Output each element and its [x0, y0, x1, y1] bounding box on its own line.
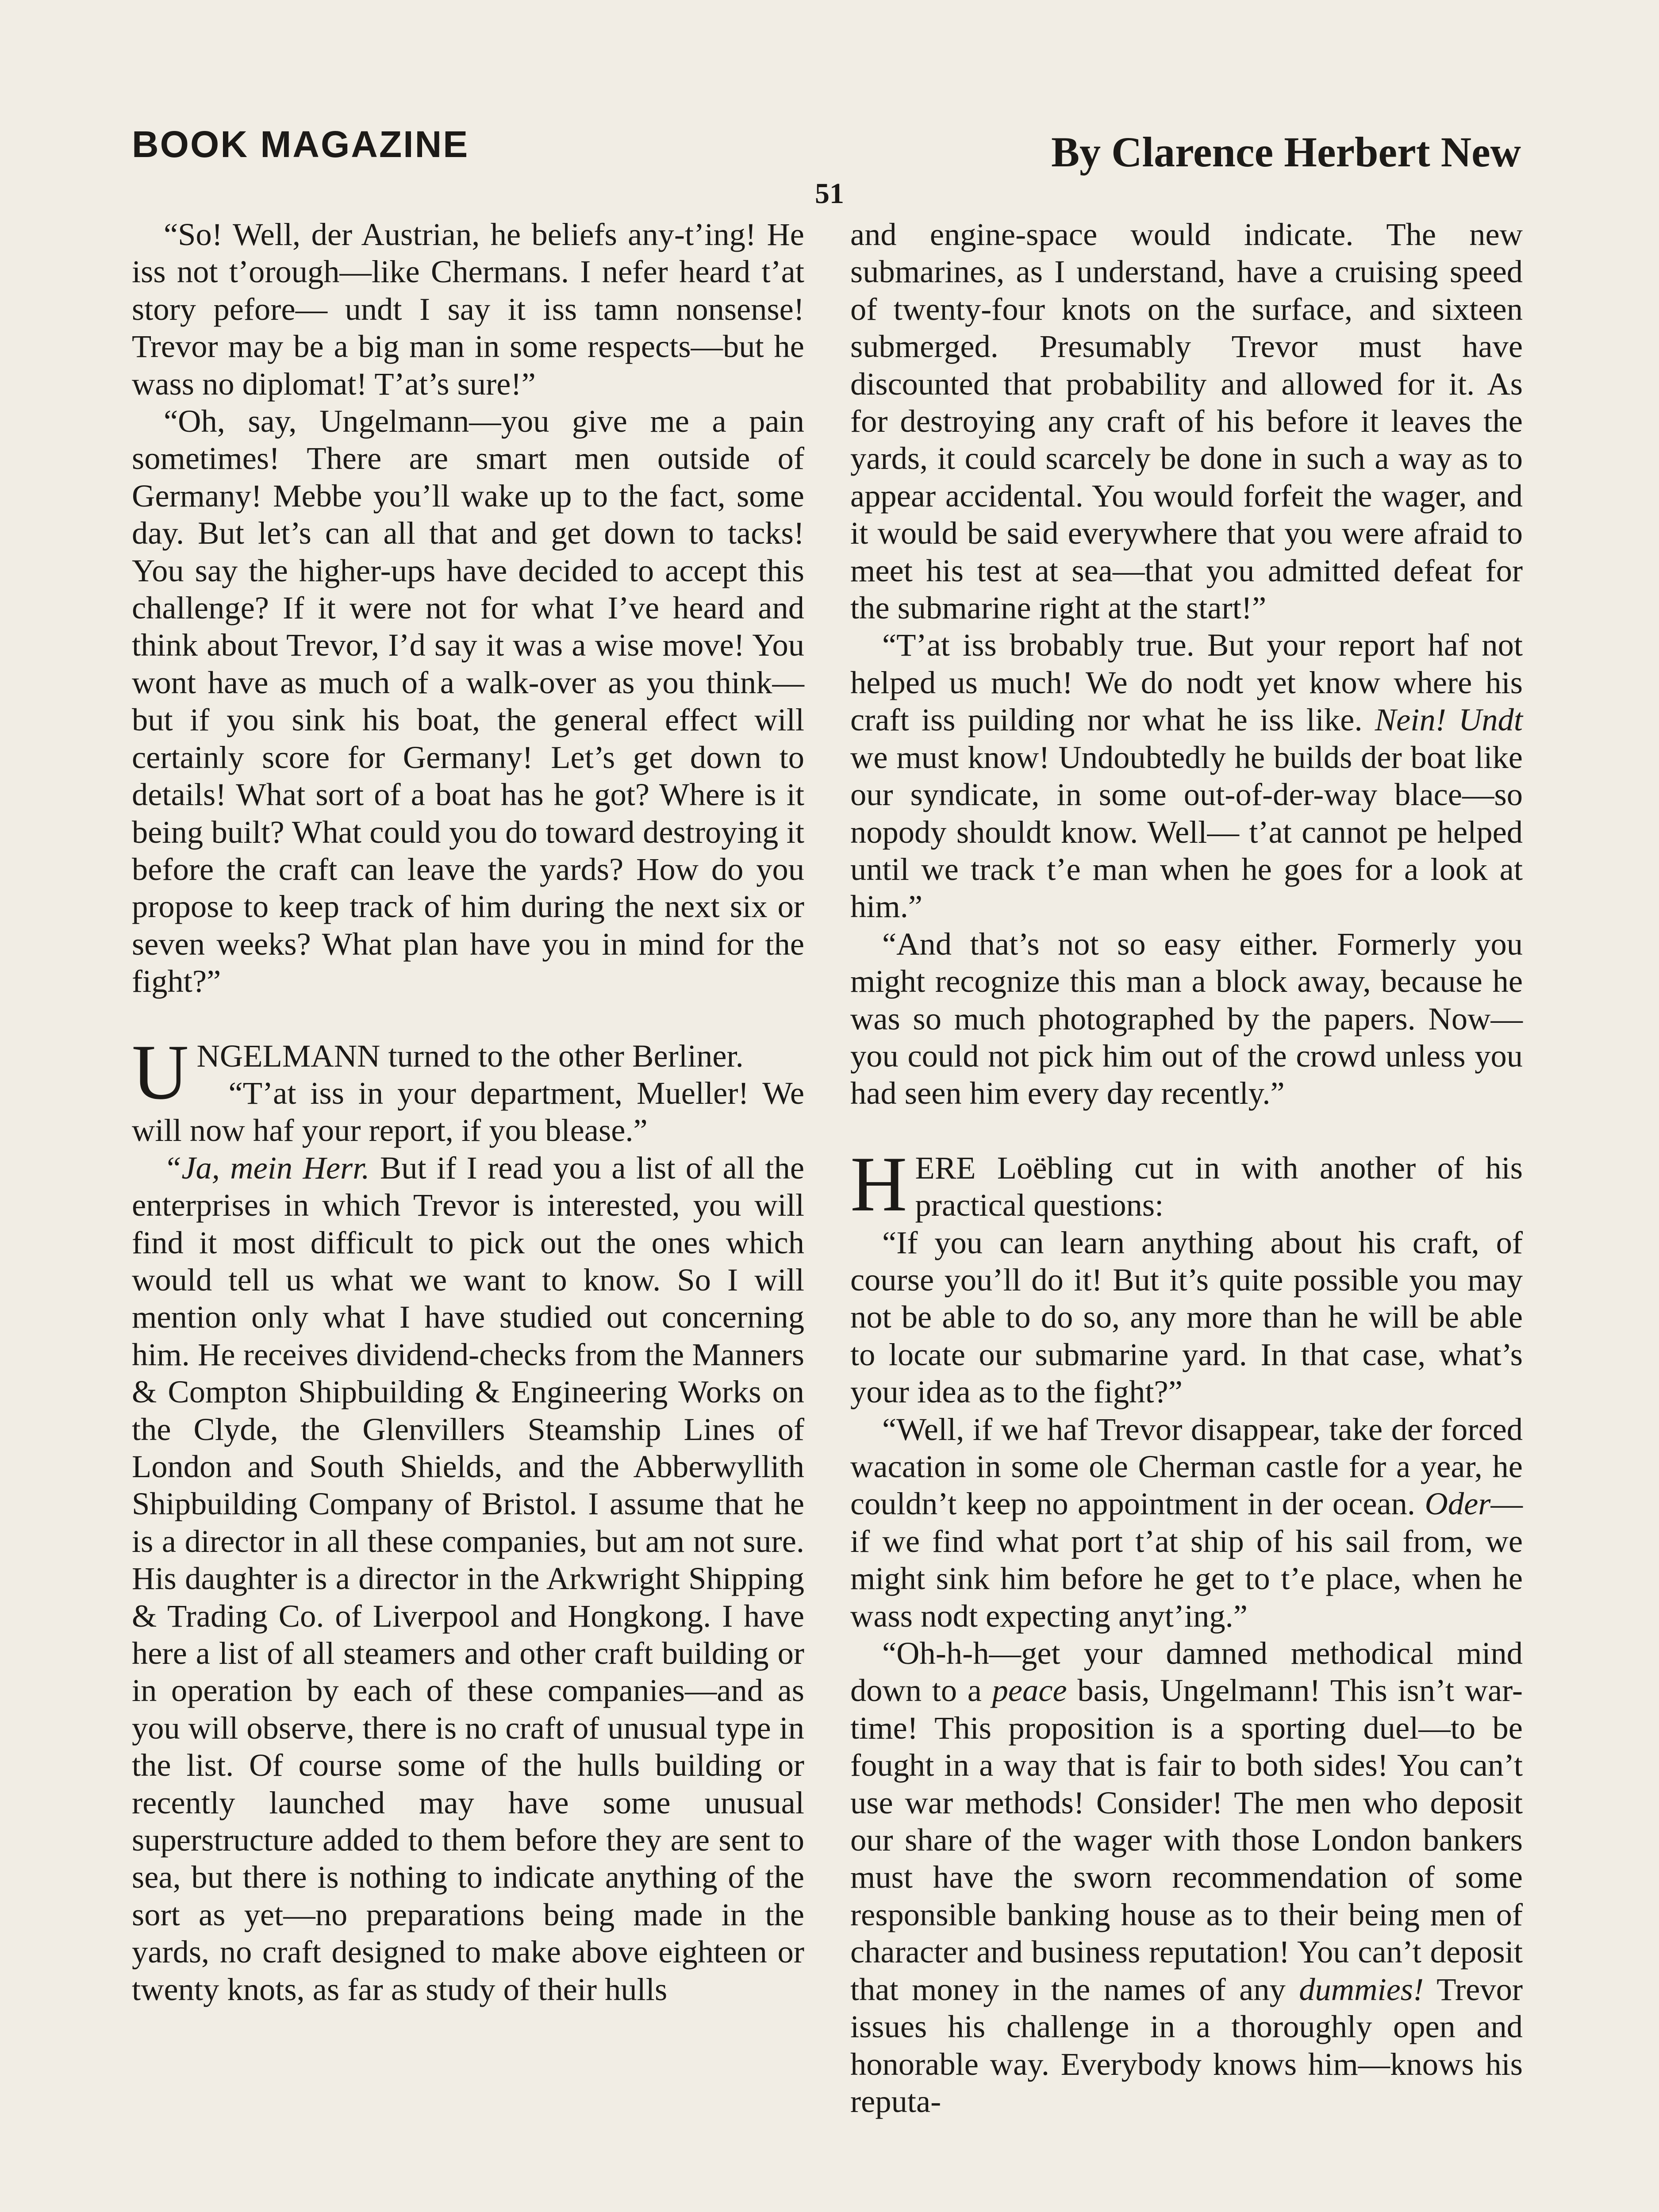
paragraph: [132, 1149, 804, 2008]
paragraph: “So! Well, der Austrian, he beliefs any-t’ing! He iss not t’orough—like Chermans. I nefer heard t’at story pefore— undt I say it iss tamn nonsense! Trevor may be a big man in some respects—but he wass no diplomat! T’at’s sure!”: [132, 216, 804, 402]
italic-text: Oder: [1425, 1486, 1491, 1522]
italic-text: dummies!: [1299, 1971, 1424, 2007]
italic-text: Nein! Undt: [1375, 702, 1523, 738]
section-break: [850, 1140, 1523, 2120]
paragraph: NGELMANN turned to the other Berliner.: [196, 1037, 744, 1074]
paragraph: ERE Loëbling cut in with another of his practical questions:: [915, 1149, 1523, 1223]
right-column: [850, 216, 1523, 2120]
paragraph-text: Trevor issues his challenge in a thoroughly open and honorable way. Everybody knows him—knows his reputa-: [850, 1971, 1523, 2119]
paragraph-text: we must know! Undoubtedly he builds der boat like our syndicate, in some out-of-der-way blace—so nopody shouldt know. Well— t’at cannot pe helped until we track t’e man when he goes for a look at him.”: [850, 739, 1523, 925]
paragraph-text: “Well, if we haf Trevor disappear, take der forced wacation in some ole Cherman castle for a year, he couldn’t keep no appointment in der ocean.: [850, 1411, 1523, 1522]
paragraph: [850, 1635, 1523, 2120]
paragraph: [850, 1411, 1523, 1635]
paragraph: “If you can learn anything about his craft, of course you’ll do it! But it’s quite possible you may not be able to do so, any more than he will be able to locate our submarine yard. In that case, what’s your idea as to the fight?”: [850, 1224, 1523, 1410]
paragraph-text: But if I read you a list of all the enterprises in which Trevor is interested, you will find it most difficult to pick out the ones which would tell us what we want to know. So I will mention only what I have studied out concerning him. He receives dividend-checks from the Manners & Compton Shipbuilding & Engineering Works on the Clyde, the Glenvillers Steamship Lines of London and South Shields, and the Abberwyllith Shipbuilding Company of Bristol. I assume that he is a director in all these companies, but am not sure. His daughter is a director in the Arkwright Shipping & Trading Co. of Liverpool and Hongkong. I have here a list of all steamers and other craft building or in operation by each of these companies—and as you will observe, there is no craft of unusual type in the list. Of course some of the hulls building or recently launched may have some unusual superstructure added to them before they are sent to sea, but there is nothing to indicate anything of the sort as yet—no preparations being made in the yards, no craft designed to make above eighteen or twenty knots, as far as study of their hulls: [132, 1149, 804, 2007]
paragraph: “T’at iss in your department, Mueller! We will now haf your report, if you blease.”: [132, 1075, 804, 1148]
magazine-title: BOOK MAGAZINE: [132, 123, 469, 165]
paragraph-text: “T’at iss brobably true. But your report haf not helped us much! We do nodt yet know where his craft iss puilding nor what he iss like.: [850, 627, 1523, 738]
left-column: [132, 216, 804, 2008]
paragraph: “And that’s not so easy either. Formerly you might recognize this man a block away, because he was so much photographed by the papers. Now—you could not pick him out of the crowd unless you had seen him every day recently.”: [850, 926, 1523, 1111]
paragraph-text: —if we find what port t’at ship of his sail from, we might sink him before he get to t’e place, when he wass nodt expecting anyt’ing.”: [850, 1486, 1523, 1634]
italic-text: peace: [992, 1672, 1067, 1709]
paragraph: “Oh, say, Ungelmann—you give me a pain sometimes! There are smart men outside of Germany! Mebbe you’ll wake up to the fact, some day. But let’s can all that and get down to tacks! You say the higher-ups have decided to accept this challenge? If it were not for what I’ve heard and think about Trevor, I’d say it was a wise move! You wont have as much of a walk-over as you think—but if you sink his boat, the general effect will certainly score for Germany! Let’s get down to details! What sort of a boat has he got? Where is it being built? What could you do toward destroying it before the craft can leave the yards? How do you propose to keep track of him during the next six or seven weeks? What plan have you in mind for the fight?”: [132, 403, 804, 999]
section-break: [132, 1028, 804, 2008]
italic-text: “Ja, mein Herr.: [164, 1149, 370, 1186]
paragraph: and engine-space would indicate. The new submarines, as I understand, have a cruising speed of twenty-four knots on the surface, and sixteen submerged. Presumably Trevor must have discounted that probability and allowed for it. As for destroying any craft of his before it leaves the yards, it could scarcely be done in such a way as to appear accidental. You would forfeit the wager, and it would be said everywhere that you were afraid to meet his test at sea—that you admitted defeat for the submarine right at the start!”: [850, 216, 1523, 626]
paragraph-text: “Oh-h-h—get your damned methodical mind down to a: [850, 1635, 1523, 1709]
paragraph: [850, 626, 1523, 925]
paragraph-text: basis, Ungelmann! This isn’t war-time! This proposition is a sporting duel—to be fought in a way that is fair to both sides! You can’t use war methods! Consider! The men who deposit our share of the wager with those London bankers must have the sworn recommendation of some responsible banking house as to their being men of character and business reputation! You can’t deposit that money in the names of any: [850, 1672, 1523, 2007]
drop-cap: H: [850, 1140, 907, 1228]
page-number: 51: [815, 177, 844, 210]
drop-cap: U: [132, 1028, 189, 1116]
author-byline: By Clarence Herbert New: [1051, 128, 1521, 176]
